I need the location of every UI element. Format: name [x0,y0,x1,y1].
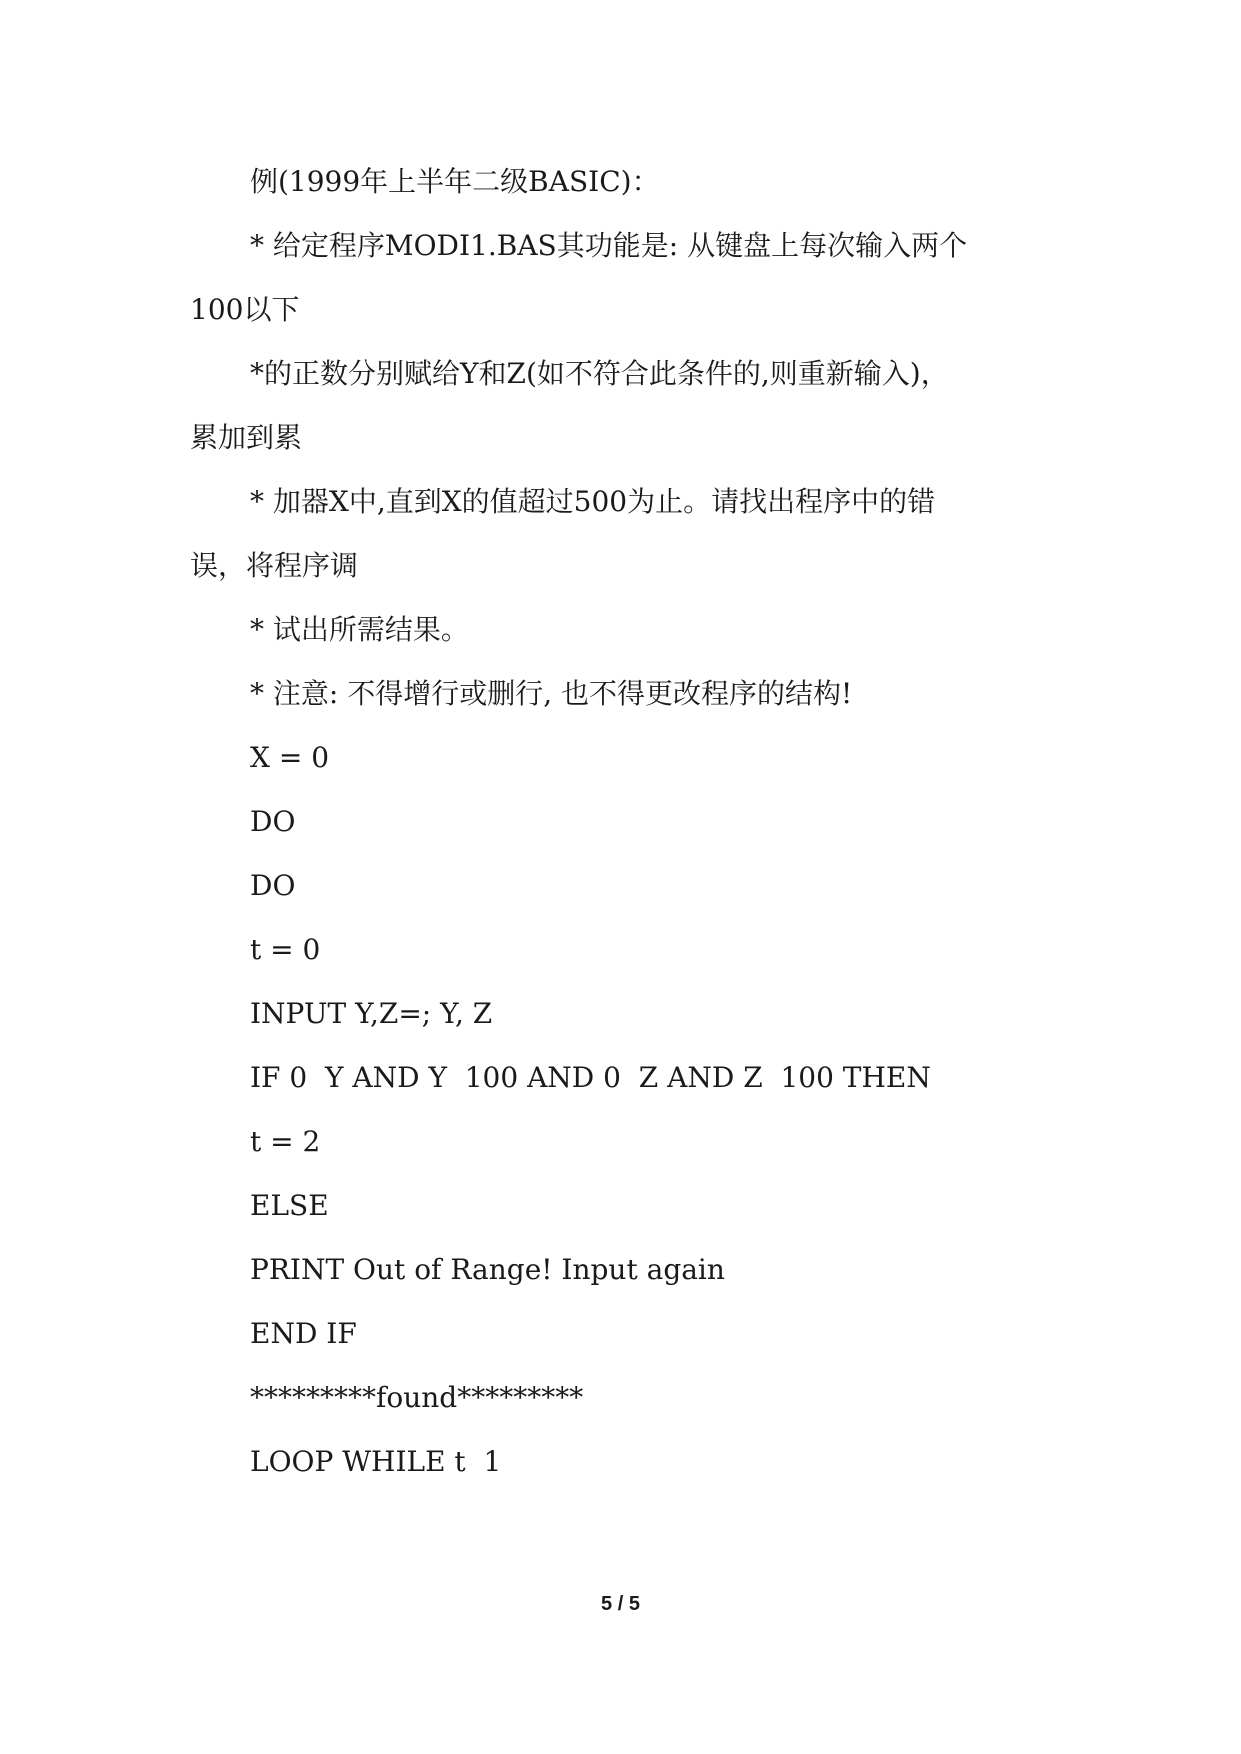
code-line: t = 2 [250,1125,321,1158]
code-line: PRINT Out of Range! Input again [250,1253,725,1286]
text-line-notice: * 注意: 不得增行或删行, 也不得更改程序的结构! [250,677,853,710]
code-line: DO [250,805,296,838]
text-line-description-3-cont: 误，将程序调 [190,549,359,582]
code-line: X = 0 [250,741,330,774]
code-line-found-marker: *********found********* [250,1381,584,1414]
code-line: ELSE [250,1189,329,1222]
code-line: END IF [250,1317,357,1350]
text-line-example-title: 例(1999年上半年二级BASIC)： [250,165,660,198]
code-line: IF 0 Y AND Y 100 AND 0 Z AND Z 100 THEN [250,1061,931,1094]
code-line: INPUT Y,Z=; Y, Z [250,997,493,1030]
text-line-description-2-cont: 累加到累 [190,421,303,454]
page-number: 5 / 5 [601,1593,640,1615]
code-line: DO [250,869,296,902]
text-line-description-3: * 加器X中,直到X的值超过500为止。请找出程序中的错 [250,485,936,518]
code-line: LOOP WHILE t 1 [250,1445,502,1478]
text-line-description-2: *的正数分别赋给Y和Z(如不符合此条件的,则重新输入)， [250,357,949,390]
text-line-description-4: * 试出所需结果。 [250,613,469,646]
text-line-description-1: * 给定程序MODI1.BAS其功能是: 从键盘上每次输入两个 [250,229,968,262]
code-line: t = 0 [250,933,321,966]
text-line-description-1-cont: 100以下 [190,293,300,326]
